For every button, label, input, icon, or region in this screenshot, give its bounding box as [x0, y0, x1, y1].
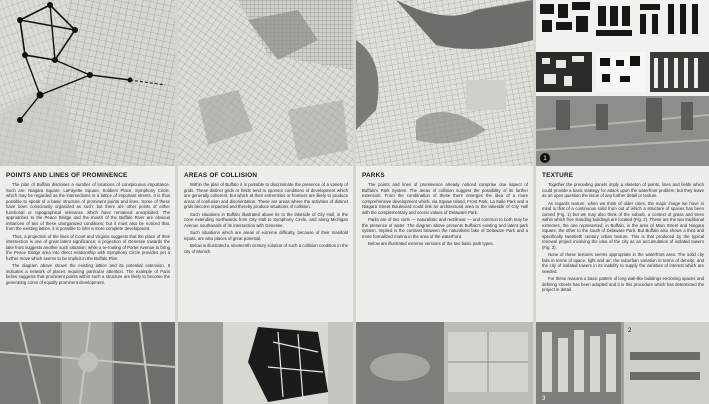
panel-heading: AREAS OF COLLISION — [184, 172, 258, 179]
lattice-diagram-map — [0, 0, 175, 166]
park-types-photos — [356, 322, 533, 404]
texture-photos — [536, 322, 709, 404]
panel-paragraph: Parks are of two sorts — naturalistic and rectilinear — and common to both may be the presence of water. The diagram above presents Buffalo's existing and latent park system. Implied is the contrast between the naturalistic lake of Delaware Park and a more formalized marina in the area of the waterfront. — [362, 217, 528, 239]
figure-label: 1 — [543, 156, 547, 162]
panel-paragraph: As regards texture, when we think of older cities, the major image we have in mind is that of a continuous solid from out of which a structure of spaces has been carved (Fig. 1) but we may also think of the suburb, a context of grass and trees within which free standing buildings are located (Fig. 2). These are the two traditional extremes, the one represented, in Buffalo, in the area of Main Street and Niagara Square, the other to the south of Delaware Park. But Buffalo also shows a third and specifically twentieth century urban texture. This is that produced by the typical renewal project involving the idea of the city as an accumulation of isolated towers (Fig. 3). — [542, 200, 704, 250]
texture-figures — [536, 0, 709, 166]
panel-text — [184, 172, 348, 318]
panel-text — [6, 172, 170, 318]
panel-heading: TEXTURE — [542, 172, 574, 179]
panel-heading: POINTS AND LINES OF PROMINENCE — [6, 172, 128, 179]
panel-paragraph: Together the preceding panels imply a skeleton of points, lines and fields which could provide a basic strategy for attack upon the waterfront problem; but they leave as an open question the issue of any further detail or texture. — [542, 182, 704, 199]
figure-label: 3 — [542, 396, 546, 402]
panel-paragraph: Below are illustrated extreme versions of the two basic park types. — [368, 241, 494, 247]
panel-paragraph: None of these textures seems appropriate in the waterfront area. The solid city fails in terms of space, light and air; the suburban variation in terms of density; and the city of isolated towers in its inability to supply the varieties of interest which are needed. — [542, 252, 704, 274]
panel-paragraph: Such situations in Buffalo illustrated above lie to the lakeside of City Hall, in the zone extending northwards from City Hall to Symphony Circle, and along Michigan Avenue southwards of its intersection with Genesee. — [184, 211, 348, 228]
panel-paragraph: Such situations which are areas of extreme difficulty, because of their manifold inputs, are also places of great potential. — [184, 230, 348, 241]
panel-paragraph: The plan of Buffalo discloses a number of locations of conspicuous importance. Such are: Niagara Square, LaFayette Square, Soldiers Place, Symphony Circle, which may be regarded as the intersections in a lattice of important streets. It is thus possible to speak of a basic structure of prominent points and lines. Some of these have been consciously organized as such; but there are other points of either functional or topographical relevance which have remained unexploited. The approaches to the Peace Bridge and the mouth of the Buffalo River are obvious instances of two of these unorganized conditions; but it must also be noticed that, from the existing lattice, it is possible to infer a more complete development. — [6, 182, 170, 232]
panel-paragraph: Thus, a projection of the lines of Court and Virginia suggests that the place of their intersection is one of great latent significance; a projection of Genesee towards the lake front suggests another such situation; while a re-routing of Porter Avenue to bring the Peace Bridge area into direct relationship with Symphony Circle provides yet a further move which seems to be implicit in the Buffalo Plan. — [6, 233, 170, 261]
panel-points-and-lines — [0, 0, 175, 404]
collision-grids-map — [178, 0, 353, 166]
paris-aerial-photo — [0, 322, 175, 404]
panel-areas-of-collision — [178, 0, 353, 404]
panel-texture — [536, 0, 709, 404]
panel-text — [362, 172, 528, 318]
park-system-map — [356, 0, 533, 166]
figure-label: 2 — [628, 328, 632, 334]
munich-plan-image — [178, 322, 353, 404]
panel-paragraph: The diagram above shows the existing lattice and its potential extension. It indicates a network of places requiring particular attention. The example of Paris below suggests that prominent points within such a structure are likely to become the generating cores of equally prominent development. — [6, 263, 170, 285]
panel-paragraph: Within the plan of Buffalo it is possible to discriminate the presence of a variety of grids. These distinct grids or fields tend to sponsor conditions of development which are generally coherent, but which at their extremities or frontiers are likely to produce areas of confusion and disorientation. These are areas where the activities of distinct grids become impacted and thereby produce situations of collision. — [184, 182, 348, 210]
panel-paragraph: Below is illustrated a nineteenth century solution of such a collision condition in the city of Munich. — [184, 243, 348, 254]
panel-text — [542, 172, 704, 318]
panel-paragraph: The points and lines of prominence already noticed comprise one aspect of Buffalo's Park System. The areas of collision suggest the possibility of its further extension. From the combination of these there emerges the idea of a more comprehensive development which, via Squaw Island, Front Park, La Salle Park and a Niagara Street Boulevard could link an architectural area to the lakeside of City Hall with the complementary and scenic values of Delaware Park. — [362, 182, 528, 215]
panel-parks — [356, 0, 533, 404]
panel-heading: PARKS — [362, 172, 385, 179]
panel-paragraph: For these reasons a basic pattern of long wall-like buildings enclosing spaces and defining streets has been adopted and it is this procedure which has determined the project in detail. — [542, 276, 704, 293]
